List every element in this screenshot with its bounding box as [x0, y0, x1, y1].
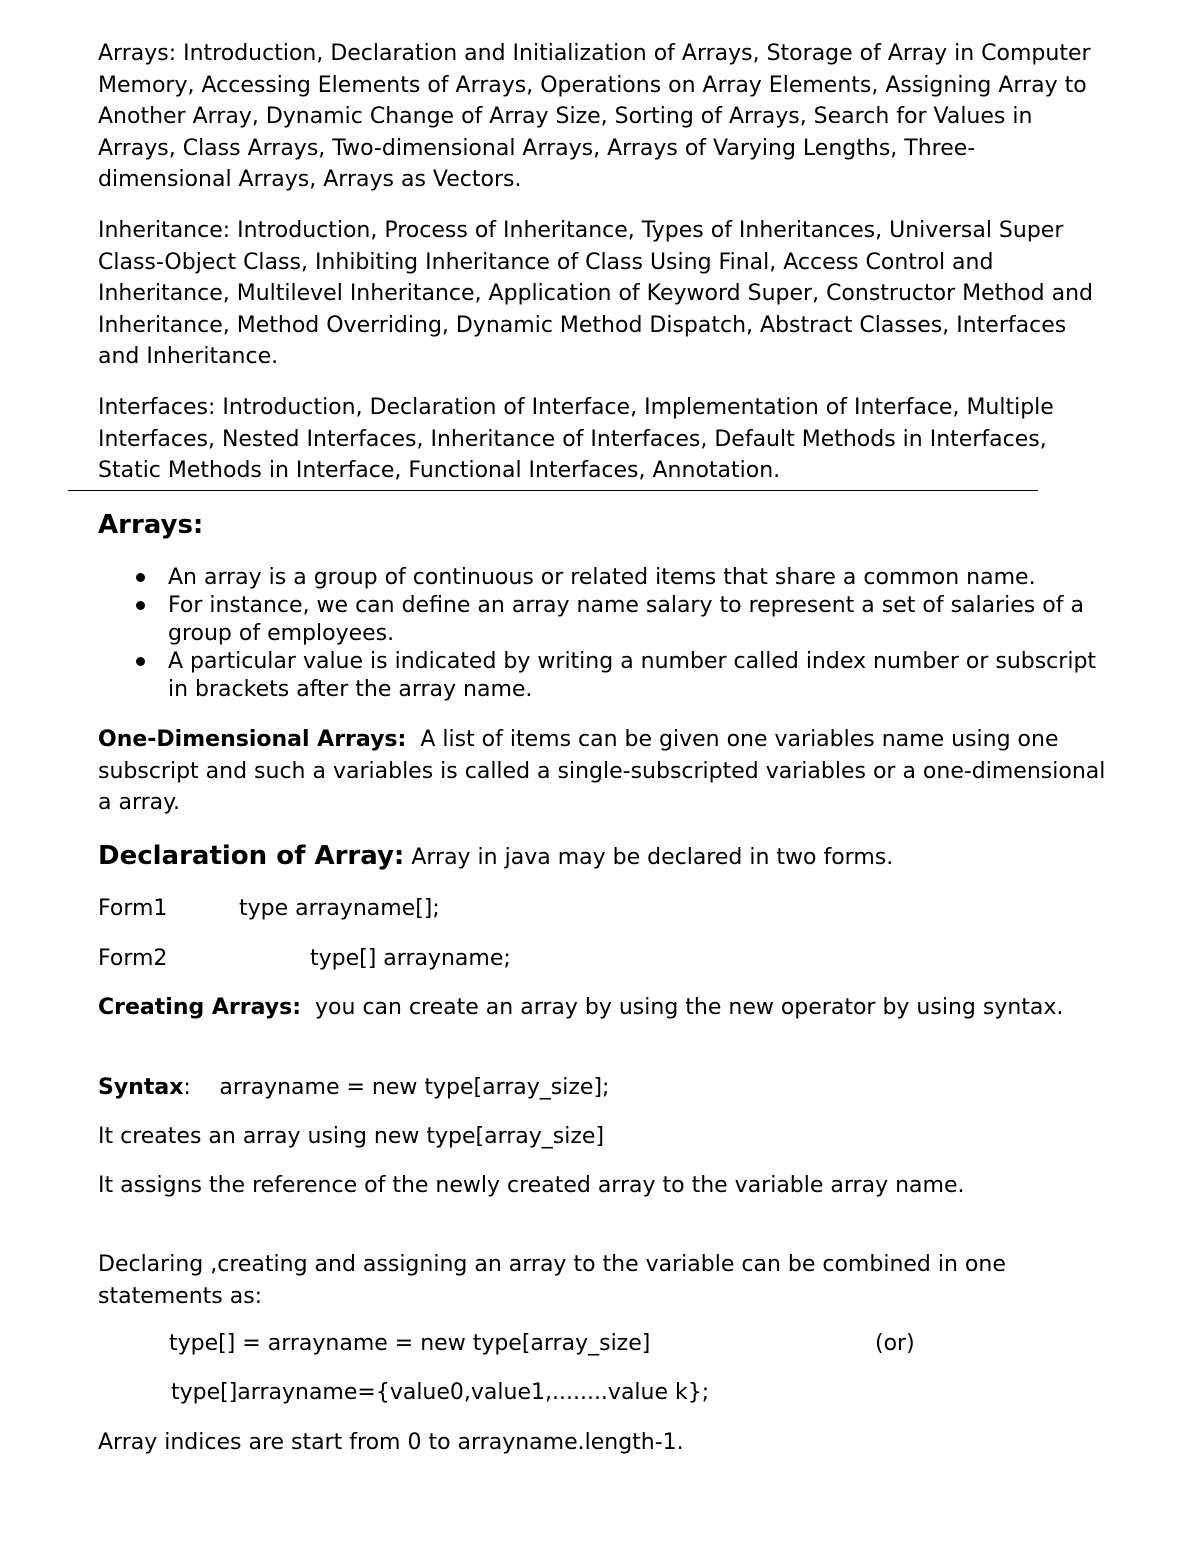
list-item: An array is a group of continuous or related items that share a common name.: [98, 564, 1108, 592]
combined-code: type[] = arrayname = new type[array_size]: [169, 1331, 651, 1356]
bullet-icon: [136, 657, 145, 666]
declaration-paragraph: [98, 841, 1108, 874]
declaration-text: Array in java may be declared in two forms.: [411, 845, 894, 870]
note-line-3: Declaring ,creating and assigning an array to the variable can be combined in one statements as:: [98, 1252, 1006, 1309]
note-line-2: It assigns the reference of the newly created array to the variable array name.: [98, 1173, 965, 1198]
last-line: Array indices are start from 0 to arrayname.length-1.: [98, 1430, 684, 1455]
syntax-line: [98, 1072, 1108, 1104]
form2-label: Form2: [98, 946, 168, 971]
declaration-label: Declaration of Array:: [98, 841, 405, 871]
syntax-label: Syntax: [98, 1075, 184, 1100]
syllabus-block: [98, 38, 1108, 487]
bullet-icon: [136, 601, 145, 610]
code-line-2: type[]arrayname={value0,value1,........value k};: [171, 1380, 710, 1405]
syllabus-inheritance: Inheritance: Introduction, Process of Inheritance, Types of Inheritances, Universal Super Class-Object Class, Inhibiting Inheritance of Class Using Final, Access Control and Inheritance, Multilevel Inheritance, Application of Keyword Super, Constructor Method and Inheritance, Method Overriding, Dynamic Method Dispatch, Abstract Classes, Interfaces and Inheritance.: [98, 217, 1094, 370]
list-item: For instance, we can define an array name salary to represent a set of salaries of a group of employees.: [98, 592, 1108, 648]
note-line-1: It creates an array using new type[array_size]: [98, 1124, 605, 1149]
form2-code: type[] arrayname;: [310, 946, 511, 971]
arrays-heading: Arrays:: [98, 510, 204, 540]
syntax-colon: :: [183, 1075, 191, 1100]
form1-code: type arrayname[];: [239, 896, 440, 921]
one-dimensional-paragraph: [98, 724, 1108, 819]
code-line-1: [169, 1328, 1069, 1360]
arrays-bullet-list: [98, 564, 1108, 704]
one-dimensional-text: A list of items can be given one variables name using one subscript and such a variables is called a single-subscripted variables or a one-dimensional a array.: [98, 727, 1106, 815]
syntax-code: arrayname = new type[array_size];: [219, 1075, 610, 1100]
syllabus-interfaces: Interfaces: Introduction, Declaration of Interface, Implementation of Interface, Multiple Interfaces, Nested Interfaces, Inheritance of Interfaces, Default Methods in Interfaces, Static Methods in Interface, Functional Interfaces, Annotation.: [98, 394, 1054, 484]
list-item: A particular value is indicated by writing a number called index number or subscript in brackets after the array name.: [98, 648, 1108, 704]
horizontal-divider: [68, 490, 1038, 491]
bullet-icon: [136, 573, 145, 582]
creating-paragraph: [98, 992, 1108, 1024]
creating-label: Creating Arrays:: [98, 995, 302, 1020]
form1-label: Form1: [98, 896, 168, 921]
creating-text: you can create an array by using the new operator by using syntax.: [315, 995, 1064, 1020]
or-text: (or): [875, 1331, 915, 1356]
syllabus-arrays: Arrays: Introduction, Declaration and Initialization of Arrays, Storage of Array in Computer Memory, Accessing Elements of Arrays, Operations on Array Elements, Assigning Array to Another Array, Dynamic Change of Array Size, Sorting of Arrays, Search for Values in Arrays, Class Arrays, Two-dimensional Arrays, Arrays of Varying Lengths, Three-dimensional Arrays, Arrays as Vectors.: [98, 41, 1091, 193]
form1-line: [98, 893, 1108, 925]
form2-line: [98, 943, 1108, 975]
one-dimensional-label: One-Dimensional Arrays:: [98, 727, 407, 752]
